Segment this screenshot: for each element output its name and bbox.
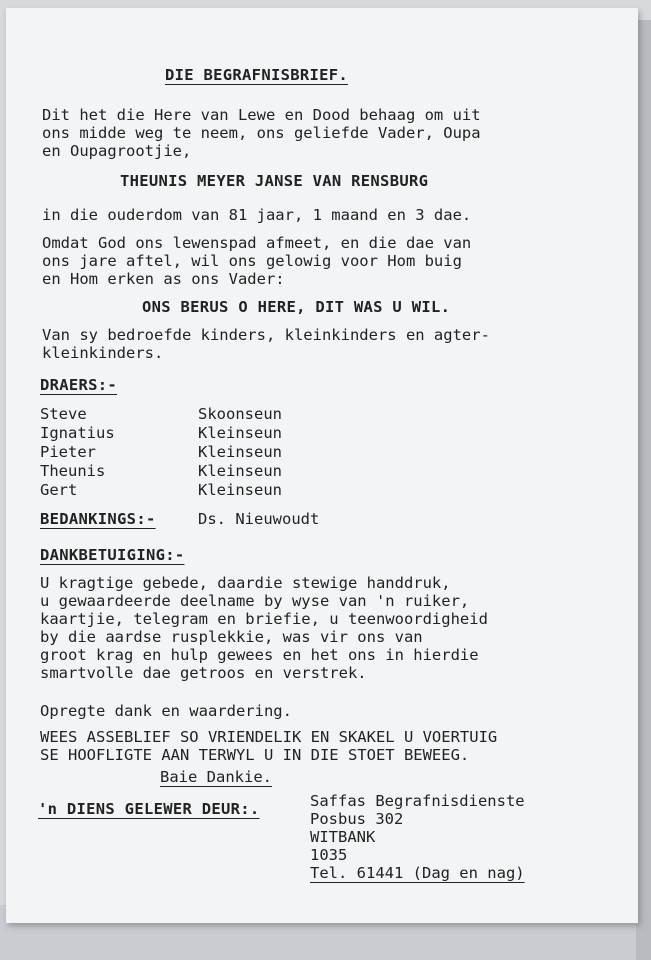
deceased-name: THEUNIS MEYER JANSE VAN RENSBURG bbox=[120, 172, 429, 190]
gratitude-line-3: kaartjie, telegram en briefie, u teenwoordigheid bbox=[40, 610, 488, 628]
faith-line-1: Omdat God ons lewenspad afmeet, en die dae van bbox=[42, 234, 472, 252]
request-line-1: WEES ASSEBLIEF SO VRIENDELIK EN SKAKEL U VOERTUIG bbox=[40, 728, 498, 746]
service-provider: Saffas Begrafnisdienste bbox=[310, 792, 525, 810]
page-edge bbox=[636, 20, 651, 960]
gratitude-line-4: by die aardse rusplekkie, was vir ons van bbox=[40, 628, 423, 646]
thanks-heading: BEDANKINGS:- bbox=[40, 510, 156, 528]
intro-line-1: Dit het die Here van Lewe en Dood behaag om uit bbox=[42, 106, 481, 124]
bearer-relation: Kleinseun bbox=[198, 424, 282, 442]
family-line-2: kleinkinders. bbox=[42, 344, 164, 362]
bearer-name: Ignatius bbox=[40, 424, 115, 442]
baie-dankie: Baie Dankie. bbox=[160, 768, 272, 786]
sincere-thanks: Opregte dank en waardering. bbox=[40, 702, 292, 720]
bearer-name: Steve bbox=[40, 405, 87, 423]
bearer-relation: Kleinseun bbox=[198, 443, 282, 461]
bearer-name: Theunis bbox=[40, 462, 106, 480]
service-label: 'n DIENS GELEWER DEUR:. bbox=[38, 800, 260, 818]
intro-line-3: en Oupagrootjie, bbox=[42, 142, 192, 160]
gratitude-line-5: groot krag en hulp gewees en het ons in hierdie bbox=[40, 646, 479, 664]
bearer-name: Gert bbox=[40, 481, 78, 499]
document-title: DIE BEGRAFNISBRIEF. bbox=[165, 66, 349, 84]
request-line-2: SE HOOFLIGTE AAN TERWYL U IN DIE STOET BEWEEG. bbox=[40, 746, 470, 764]
motto: ONS BERUS O HERE, DIT WAS U WIL. bbox=[142, 298, 451, 316]
age-line: in die ouderdom van 81 jaar, 1 maand en 3 dae. bbox=[42, 206, 472, 224]
service-address: Posbus 302 bbox=[310, 810, 404, 828]
bearer-relation: Kleinseun bbox=[198, 462, 282, 480]
gratitude-line-2: u gewaardeerde deelname by wyse van 'n ruiker, bbox=[40, 592, 470, 610]
service-postcode: 1035 bbox=[310, 846, 348, 864]
thanks-value: Ds. Nieuwoudt bbox=[198, 510, 320, 528]
service-phone: Tel. 61441 (Dag en nag) bbox=[310, 864, 525, 882]
bearer-relation: Skoonseun bbox=[198, 405, 282, 423]
gratitude-heading: DANKBETUIGING:- bbox=[40, 546, 185, 564]
bearers-heading: DRAERS:- bbox=[40, 376, 118, 394]
faith-line-2: ons jare aftel, wil ons gelowig voor Hom buig bbox=[42, 252, 462, 270]
intro-line-2: ons midde weg te neem, ons geliefde Vader, Oupa bbox=[42, 124, 481, 142]
funeral-letter-page bbox=[6, 8, 638, 923]
faith-line-3: en Hom erken as ons Vader: bbox=[42, 270, 285, 288]
gratitude-line-6: smartvolle dae getroos en verstrek. bbox=[40, 664, 367, 682]
bearer-name: Pieter bbox=[40, 443, 96, 461]
service-town: WITBANK bbox=[310, 828, 376, 846]
bearer-relation: Kleinseun bbox=[198, 481, 282, 499]
family-line-1: Van sy bedroefde kinders, kleinkinders en agter- bbox=[42, 326, 490, 344]
gratitude-line-1: U kragtige gebede, daardie stewige handdruk, bbox=[40, 574, 451, 592]
